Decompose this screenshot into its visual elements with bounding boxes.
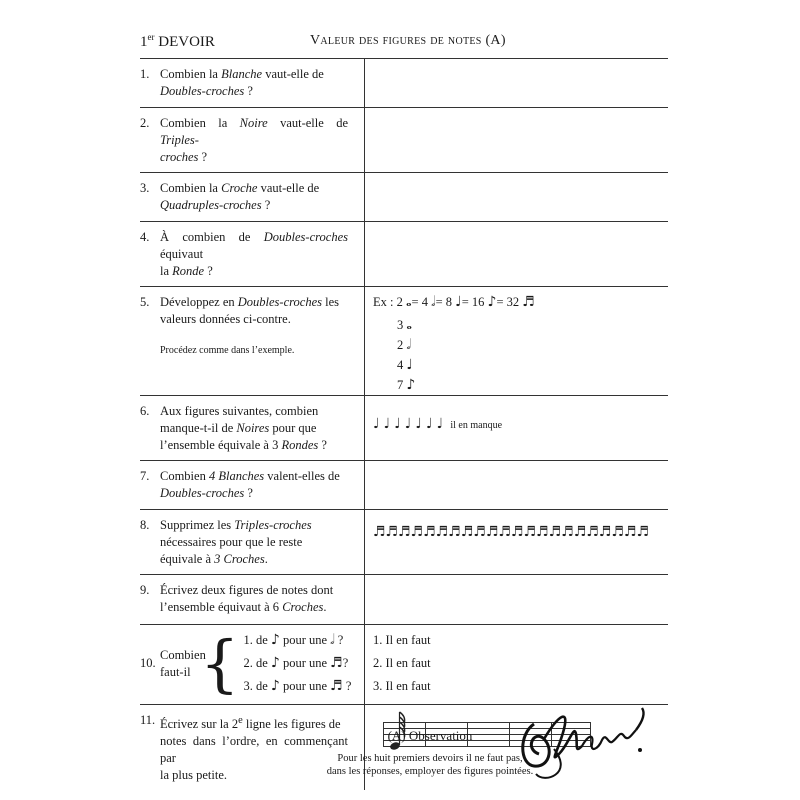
quarter-note-icon: ♩ bbox=[455, 294, 462, 310]
question-cell: 2. Combien la Noire vaut-elle de Triples- croches ? bbox=[140, 108, 365, 173]
quarter-notes-icon: ♩♩♩♩♩♩♩ bbox=[373, 416, 448, 432]
sixteenth-note-icon: ♬ bbox=[522, 294, 535, 310]
exercise-row bbox=[140, 173, 668, 222]
question-cell: 4. À combien de Doubles-croches équivaut la Ronde ? bbox=[140, 222, 365, 287]
half-note-icon: 𝅗𝅥 bbox=[406, 337, 411, 353]
thirty-second-notes-icon: ♬♬♬♬♬♬♬♬♬♬♬♬♬♬♬♬♬♬♬♬♬♬ bbox=[373, 524, 650, 540]
answer-cell[interactable] bbox=[365, 625, 669, 705]
page-title: Valeur des figures de notes (A) bbox=[310, 33, 506, 48]
response-line: 1. Il en faut bbox=[373, 633, 431, 647]
eighth-note-icon: ♪ bbox=[406, 377, 416, 393]
question-cell: 10. Combien faut-il { 1. de ♪ pour une 𝅗𝅥 ? 2. de ♪ pour une ♬? 3. de ♪ pour une ♬ ? bbox=[140, 625, 365, 705]
sixteenth-note-icon: ♬ bbox=[330, 655, 343, 671]
brace-icon: { bbox=[200, 626, 240, 700]
sixteenth-note-icon: ♬ bbox=[330, 678, 343, 694]
exercise-row bbox=[140, 625, 668, 705]
question-cell: 5. Développez en Doubles-croches les valeurs données ci-contre. Procédez comme dans l’exemple. bbox=[140, 287, 365, 396]
development-list: 3 𝅝 2 𝅗𝅥 4 ♩ 7 ♪ bbox=[397, 317, 416, 393]
quarter-note-icon: ♩ bbox=[406, 357, 413, 373]
exercise-row bbox=[140, 108, 668, 173]
answer-cell[interactable] bbox=[365, 222, 669, 287]
question-cell: 3. Combien la Croche vaut-elle de Quadruples-croches ? bbox=[140, 173, 365, 222]
observation-text: Pour les huit premiers devoirs il ne faut pas, dans les réponses, employer des figures pointées. bbox=[326, 753, 534, 777]
response-line: 2. Il en faut bbox=[373, 656, 431, 670]
devoir-label: 1er DEVOIR bbox=[140, 32, 215, 50]
question-cell: 8. Supprimez les Triples-croches nécessaires pour que le reste équivale à 3 Croches. bbox=[140, 510, 365, 575]
example-line: Ex : 2 𝅝= 4 𝅗𝅥= 8 ♩= 16 ♪= 32 ♬ bbox=[373, 294, 535, 310]
sixty-fourth-note-icon: ♪ bbox=[270, 632, 280, 648]
answer-cell[interactable] bbox=[365, 287, 669, 396]
question-cell: 6. Aux figures suivantes, combien manque-t-il de Noires pour que l’ensemble équivale à 3 Rondes ? bbox=[140, 396, 365, 461]
question-cell: 7. Combien 4 Blanches valent-elles de Doubles-croches ? bbox=[140, 461, 365, 510]
response-line: 3. Il en faut bbox=[373, 679, 431, 693]
exercise-row bbox=[140, 59, 668, 108]
question-cell: 11. Écrivez sur la 2e ligne les figures de notes dans l’ordre, en commençant par la plus petite. bbox=[140, 705, 365, 791]
whole-note-icon: 𝅝 bbox=[405, 294, 412, 310]
exercise-row bbox=[140, 222, 668, 287]
exercise-row bbox=[140, 287, 668, 396]
answer-cell[interactable] bbox=[365, 108, 669, 173]
thirty-second-note-icon: ♪ bbox=[270, 655, 280, 671]
half-note-icon: 𝅗𝅥 bbox=[330, 632, 335, 648]
instruction-note: Procédez comme dans l’exemple. bbox=[160, 345, 295, 356]
answer-cell[interactable] bbox=[365, 575, 669, 625]
exercise-row bbox=[140, 396, 668, 461]
signature-image bbox=[514, 694, 654, 784]
answer-cell[interactable] bbox=[365, 396, 669, 461]
answer-cell[interactable] bbox=[365, 510, 669, 575]
page-header bbox=[140, 32, 668, 52]
exercise-row bbox=[140, 510, 668, 575]
question-cell: 9. Écrivez deux figures de notes dont l’ensemble équivaut à 6 Croches. bbox=[140, 575, 365, 625]
half-note-icon: 𝅗𝅥 bbox=[431, 294, 436, 310]
observation-title: (A) Observation bbox=[387, 728, 473, 743]
exercise-row bbox=[140, 575, 668, 625]
eighth-note-icon: ♪ bbox=[487, 294, 497, 310]
sixty-fourth-note-icon: ♪ bbox=[270, 678, 280, 694]
exercise-table bbox=[140, 58, 668, 790]
answer-cell[interactable] bbox=[365, 173, 669, 222]
answer-cell[interactable] bbox=[365, 59, 669, 108]
whole-note-icon: 𝅝 bbox=[406, 317, 412, 333]
question-cell: 1. Combien la Blanche vaut-elle de Doubles-croches ? bbox=[140, 59, 365, 108]
exercise-row bbox=[140, 461, 668, 510]
answer-cell[interactable] bbox=[365, 461, 669, 510]
missing-label: il en manque bbox=[450, 420, 503, 431]
